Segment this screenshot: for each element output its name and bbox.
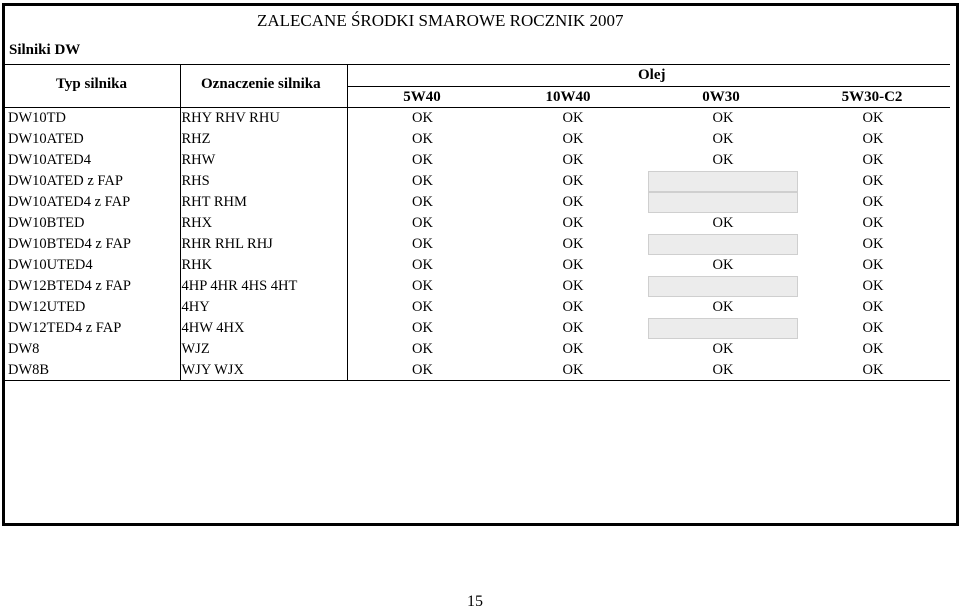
engine-type-cell: DW10ATED z FAP [8,173,123,189]
table-row [3,129,948,150]
table-row [3,108,948,129]
table-row [3,318,948,339]
engine-type-cell: DW10TD [8,110,66,126]
oil-status-cell: OK [562,131,584,147]
oil-status-cell [648,171,798,192]
oil-status-cell: OK [562,362,584,378]
table-row [3,213,948,234]
oil-status-cell: OK [412,110,433,126]
engine-code-cell: RHT RHM [180,192,347,213]
engine-code-cell: WJZ [180,339,347,360]
oil-status-cell [648,234,798,255]
oil-status-cell: OK [562,173,584,189]
engine-type-cell: DW12TED4 z FAP [8,320,122,336]
oil-group-rule [347,86,950,87]
header-oil-10w40: 10W40 [545,89,591,105]
table-row [3,360,948,381]
oil-status-cell: OK [412,194,433,210]
oil-status-cell: OK [712,299,734,315]
engine-type-cell: DW12UTED [8,299,86,315]
lubricant-table [3,108,948,381]
engine-code-cell: RHS [180,171,347,192]
table-row [3,255,948,276]
engine-type-cell: DW10ATED4 z FAP [8,194,131,210]
engine-type-cell: DW10BTED4 z FAP [8,236,131,252]
engine-code-cell: RHW [180,150,347,171]
oil-status-cell: OK [562,194,584,210]
oil-status-cell: OK [562,299,584,315]
engine-type-cell: DW10ATED4 [8,152,91,168]
oil-status-cell: OK [862,236,884,252]
oil-status-cell: OK [562,341,584,357]
page-number: 15 [467,593,483,610]
engine-code-cell: RHK [180,255,347,276]
table-row [3,171,948,192]
oil-status-cell [648,192,798,213]
oil-status-cell: OK [862,257,884,273]
engine-type-cell: DW10ATED [8,131,84,147]
oil-status-cell: OK [712,257,734,273]
table-row [3,234,948,255]
oil-status-cell: OK [862,320,884,336]
oil-status-cell: OK [862,341,884,357]
header-top-rule [5,64,950,65]
oil-status-cell [648,276,798,297]
engine-code-cell: 4HP 4HR 4HS 4HT [180,276,347,297]
oil-status-cell: OK [712,110,734,126]
section-heading: Silniki DW [9,42,81,58]
oil-status-cell: OK [712,341,734,357]
engine-code-cell: 4HW 4HX [180,318,347,339]
engine-type-cell: DW10UTED4 [8,257,93,273]
oil-status-cell: OK [412,173,433,189]
oil-status-cell: OK [862,215,884,231]
oil-status-cell: OK [562,320,584,336]
engine-type-cell: DW8B [8,362,50,378]
oil-status-cell: OK [862,173,884,189]
engine-code-cell: 4HY [180,297,347,318]
engine-type-cell: DW8 [8,341,40,357]
engine-code-cell: RHY RHV RHU [180,108,347,129]
oil-status-cell [648,318,798,339]
header-oil-5w30-c2: 5W30-C2 [841,89,903,105]
oil-status-cell: OK [712,131,734,147]
oil-status-cell: OK [862,278,884,294]
engine-code-cell: RHZ [180,129,347,150]
oil-status-cell: OK [712,215,734,231]
oil-status-cell: OK [862,131,884,147]
oil-status-cell: OK [562,215,584,231]
oil-status-cell: OK [412,320,433,336]
oil-status-cell: OK [412,299,433,315]
header-engine-code: Oznaczenie silnika [201,76,321,92]
oil-status-cell: OK [562,257,584,273]
oil-status-cell: OK [712,152,734,168]
oil-status-cell: OK [862,194,884,210]
header-oil-5w40: 5W40 [403,89,441,105]
page-title: ZALECANE ŚRODKI SMAROWE ROCZNIK 2007 [257,11,624,30]
header-oil-0w30: 0W30 [702,89,740,105]
table-row [3,339,948,360]
engine-code-cell: WJY WJX [180,360,347,381]
oil-status-cell: OK [862,299,884,315]
engine-type-cell: DW12BTED4 z FAP [8,278,131,294]
oil-status-cell: OK [562,152,584,168]
oil-status-cell: OK [562,236,584,252]
oil-status-cell: OK [862,110,884,126]
oil-status-cell: OK [862,152,884,168]
oil-status-cell: OK [412,131,433,147]
oil-status-cell: OK [712,362,734,378]
engine-code-cell: RHR RHL RHJ [180,234,347,255]
table-row [3,297,948,318]
table-row [3,192,948,213]
oil-status-cell: OK [412,152,433,168]
header-divider-1 [180,64,181,107]
oil-status-cell: OK [412,257,433,273]
table-row [3,276,948,297]
engine-code-cell: RHX [180,213,347,234]
oil-status-cell: OK [412,236,433,252]
oil-status-cell: OK [412,362,433,378]
oil-status-cell: OK [412,341,433,357]
oil-status-cell: OK [562,278,584,294]
oil-status-cell: OK [562,110,584,126]
oil-status-cell: OK [862,362,884,378]
oil-status-cell: OK [412,215,433,231]
header-oil-group: Olej [638,67,666,83]
header-engine-type: Typ silnika [56,76,128,92]
engine-type-cell: DW10BTED [8,215,85,231]
table-row [3,150,948,171]
oil-status-cell: OK [412,278,433,294]
